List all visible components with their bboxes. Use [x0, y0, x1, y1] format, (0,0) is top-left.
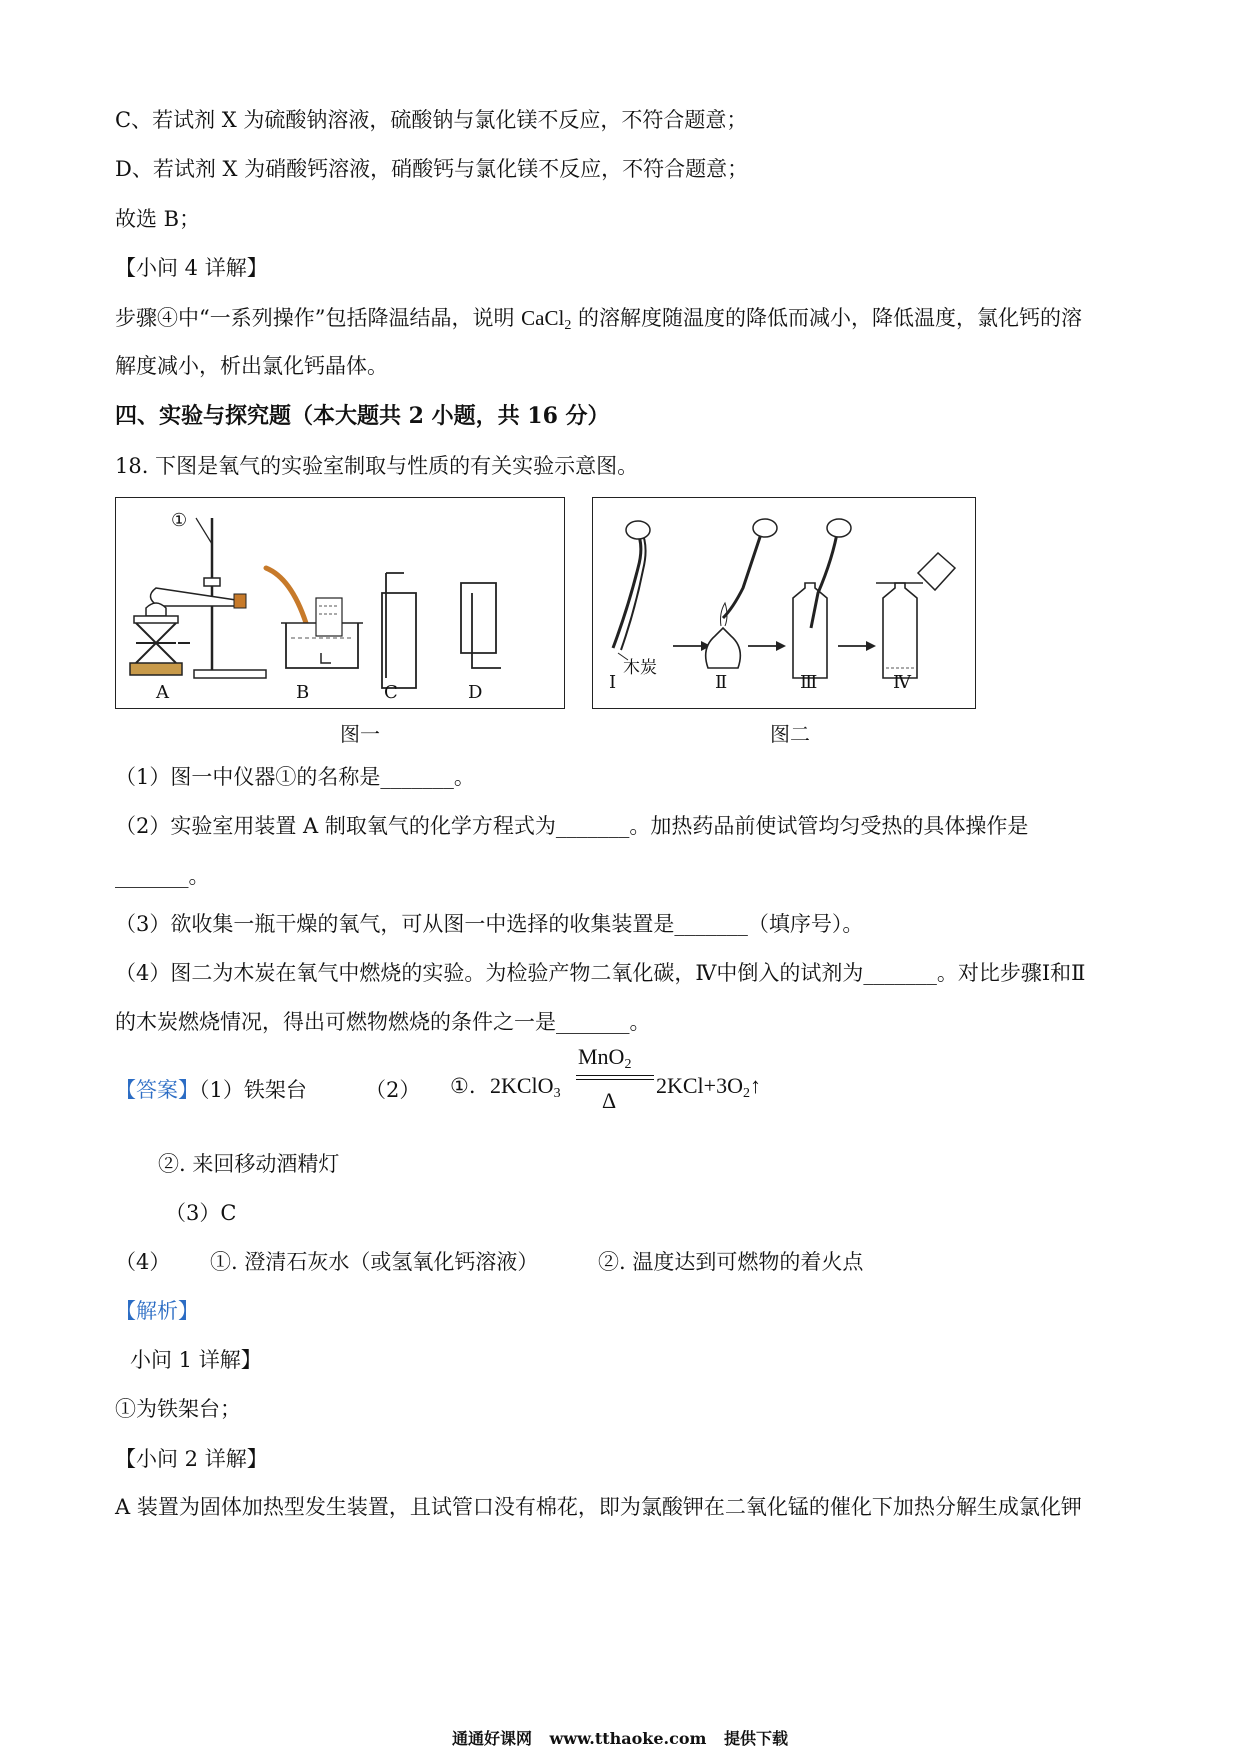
- fig1-label-c: C: [384, 682, 398, 703]
- sub-question-3: （3）欲收集一瓶干燥的氧气，可从图一中选择的收集装置是_______（填序号）。: [115, 912, 864, 936]
- answer-4-label: （4）: [115, 1250, 171, 1274]
- bottle-iv-icon: [883, 583, 917, 678]
- answer-2-num: ①.: [450, 1074, 476, 1098]
- sub-question-4a: （4）图二为木炭在氧气中燃烧的实验。为检验产物二氧化碳，Ⅳ中倒入的试剂为_______。对比步骤Ⅰ和Ⅱ: [115, 961, 1086, 985]
- analysis-q1-body: ①为铁架台；: [115, 1397, 241, 1421]
- question-18: 18. 下图是氧气的实验室制取与性质的有关实验示意图。: [115, 454, 639, 478]
- lab-jack-icon: [136, 623, 176, 663]
- answer-2-2: ②. 来回移动酒精灯: [158, 1152, 340, 1176]
- choose-text: 故选 B；: [115, 207, 201, 231]
- analysis-q1-heading: 小问 1 详解】: [130, 1348, 262, 1372]
- cacl2-formula: CaCl$_2$: [521, 306, 572, 333]
- option-d-text: D、若试剂 X 为硝酸钙溶液，硝酸钙与氯化镁不反应，不符合题意；: [115, 157, 749, 181]
- gas-bottle-d-icon: [461, 583, 496, 653]
- equation-reactant: 2KClO$_3$: [490, 1073, 561, 1101]
- analysis-q2-body: A 装置为固体加热型发生装置，且试管口没有棉花，即为氯酸钾在二氧化锰的催化下加热分解生成氯化钾: [115, 1495, 1082, 1519]
- analysis-tag: 【解析】: [115, 1299, 199, 1323]
- answer-3: （3）C: [165, 1201, 237, 1225]
- fig1-label-a: A: [156, 682, 169, 703]
- sub-question-2a: （2）实验室用装置 A 制取氧气的化学方程式为_______。加热药品前使试管均匀受热的具体操作是: [115, 814, 1029, 838]
- test-tube-icon: [150, 588, 238, 606]
- option-c-text: C、若试剂 X 为硫酸钠溶液，硫酸钠与氯化镁不反应，不符合题意；: [115, 108, 748, 132]
- fig1-label-d: D: [468, 682, 483, 703]
- footer-action: 提供下载: [724, 1729, 789, 1748]
- q4-line-1-pre: 步骤④中“一系列操作”包括降温结晶，说明: [115, 306, 515, 330]
- answer-2-label: （2）: [365, 1078, 421, 1102]
- gas-bottle-c-icon: [382, 593, 416, 688]
- fig1-label-b: B: [296, 682, 310, 703]
- sub-question-4b: 的木炭燃烧情况，得出可燃物燃烧的条件之一是_______。: [115, 1010, 651, 1034]
- q4-line-1-post: 的溶解度随温度的降低而减小，降低温度，氯化钙的溶: [578, 306, 1083, 330]
- section-heading: 四、实验与探究题（本大题共 2 小题，共 16 分）: [115, 403, 610, 429]
- fig1-circle-label: ①: [171, 510, 188, 531]
- answer-line-1: [115, 1074, 307, 1104]
- answer-1: （1）铁架台: [199, 1078, 307, 1102]
- fig2-label-2: Ⅱ: [715, 672, 728, 693]
- figure-1: [115, 497, 565, 709]
- fig2-label-3: Ⅲ: [800, 672, 818, 693]
- equation-equals: [576, 1075, 654, 1080]
- equation-catalyst: MnO$_2$: [578, 1044, 632, 1072]
- beaker-icon: [918, 553, 955, 590]
- equation-products: $2KCl+3O_2↑$: [656, 1073, 761, 1101]
- analysis-q2-heading: 【小问 2 详解】: [115, 1447, 268, 1471]
- sub-question-1: （1）图一中仪器①的名称是_______。: [115, 765, 475, 789]
- fig2-label-1: Ⅰ: [609, 672, 617, 693]
- footer-site: 通通好课网: [451, 1729, 532, 1748]
- bottle-iii-icon: [793, 583, 827, 678]
- q4-line-1: [115, 302, 1082, 334]
- chemical-equation: [490, 1044, 790, 1119]
- q4-heading: 【小问 4 详解】: [115, 256, 268, 280]
- answer-4-2: ②. 温度达到可燃物的着火点: [598, 1250, 864, 1274]
- figure-2-caption: 图二: [770, 722, 810, 746]
- alcohol-lamp-icon: [706, 628, 741, 668]
- sub-question-2b: _______。: [115, 864, 210, 888]
- charcoal-label: 木炭: [623, 658, 657, 678]
- answer-tag: 【答案】: [115, 1078, 199, 1102]
- q4-line-2: 解度减小，析出氯化钙晶体。: [115, 354, 388, 378]
- equation-heat: Δ: [602, 1088, 617, 1113]
- footer-url[interactable]: www.tthaoke.com: [549, 1729, 707, 1748]
- figure-1-caption: 图一: [340, 722, 380, 746]
- figure-2: [592, 497, 976, 709]
- answer-4-1: ①. 澄清石灰水（或氢氧化钙溶液）: [210, 1250, 539, 1274]
- fig2-label-4: Ⅳ: [893, 672, 911, 693]
- footer: [0, 1726, 1240, 1749]
